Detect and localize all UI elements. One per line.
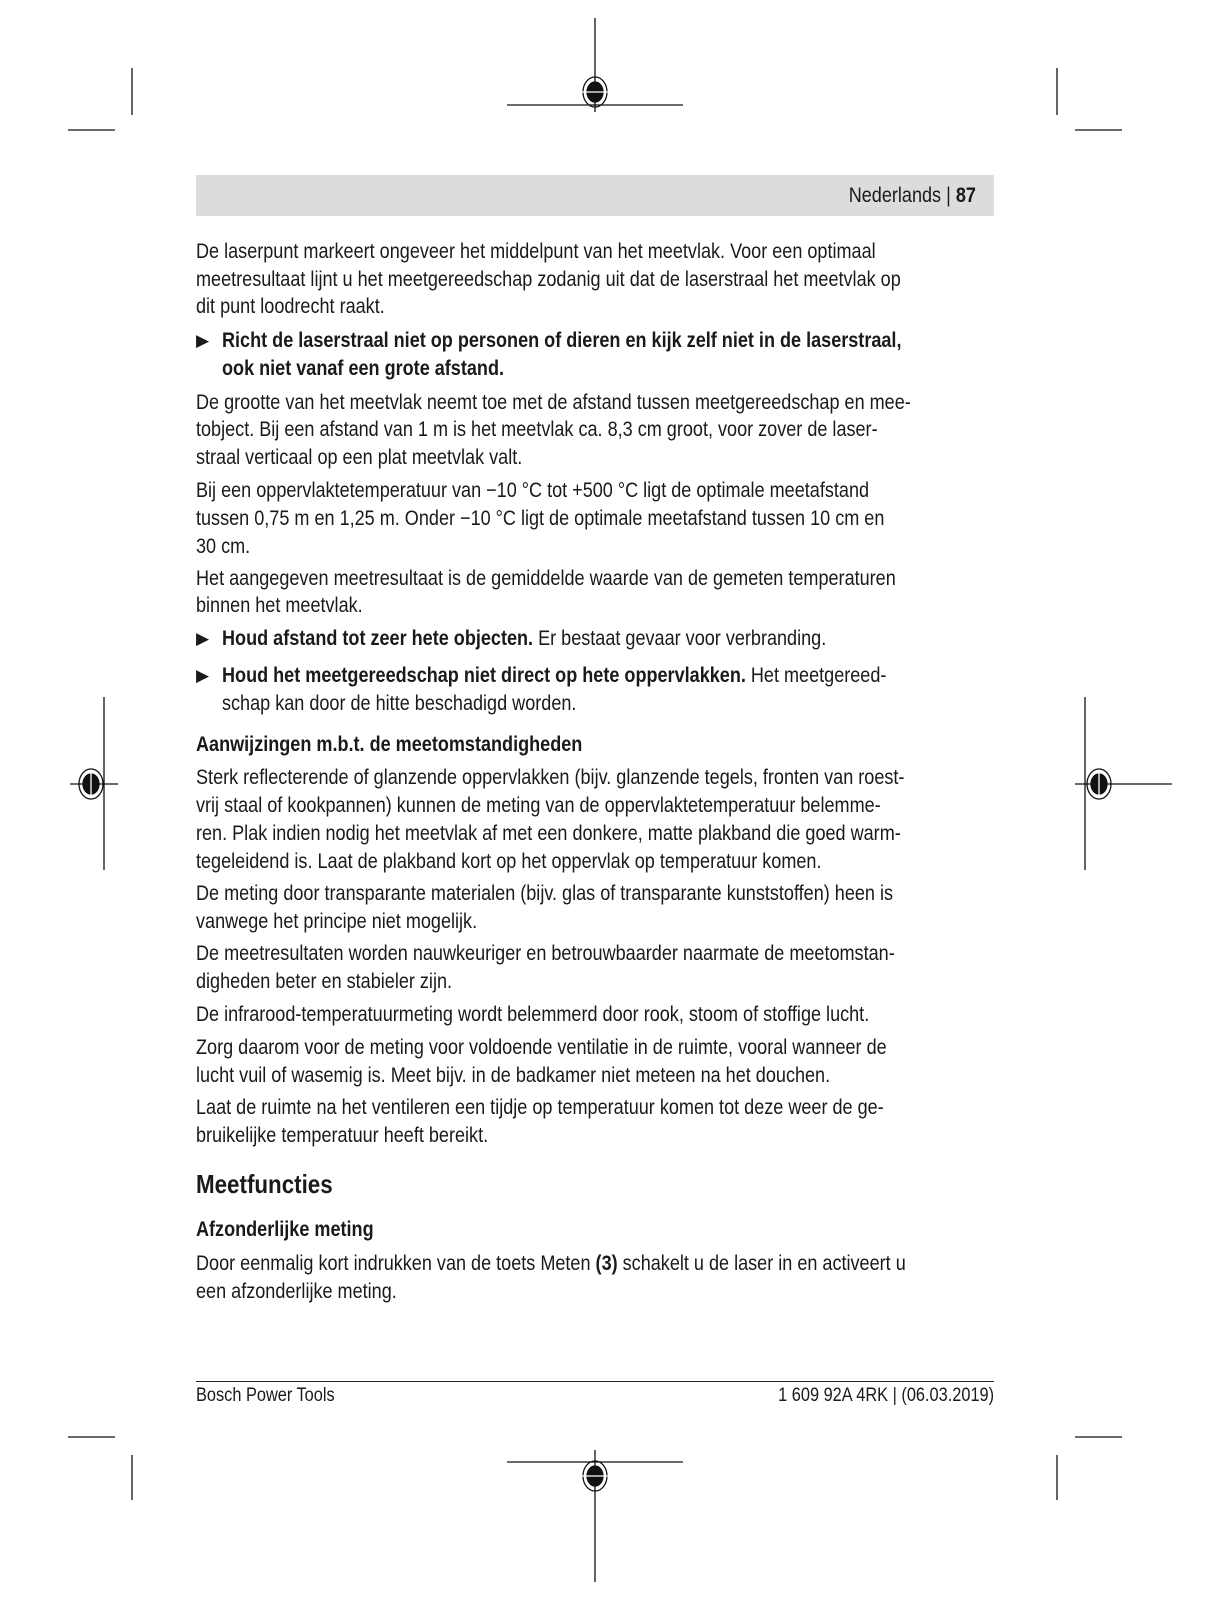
text: Door eenmalig kort indrukken van de toets Meten bbox=[196, 1252, 596, 1275]
paragraph-line bbox=[196, 1094, 884, 1122]
text: een afzonderlijke meting. bbox=[196, 1280, 397, 1303]
paragraph-line bbox=[196, 565, 896, 593]
footer-rule bbox=[196, 1381, 994, 1382]
text: Laat de ruimte na het ventileren een tijdje op temperatuur komen tot deze weer de ge- bbox=[196, 1096, 884, 1119]
warning-line bbox=[222, 327, 901, 355]
text: tegeleidend is. Laat de plakband kort op het oppervlak op temperatuur komen. bbox=[196, 850, 822, 873]
bold-text: Meetfuncties bbox=[196, 1169, 333, 1199]
bold-text: Richt de laserstraal niet op personen of dieren en kijk zelf niet in de laserstraal, bbox=[222, 329, 902, 352]
text: Sterk reflecterende of glanzende oppervlakken (bijv. glanzende tegels, fronten van roest- bbox=[196, 766, 905, 789]
paragraph-line bbox=[196, 1001, 869, 1029]
warning-line bbox=[222, 355, 504, 383]
text: tussen 0,75 m en 1,25 m. Onder −10 °C ligt de optimale meetafstand tussen 10 cm en bbox=[196, 507, 885, 530]
bold-text: Houd het meetgereedschap niet direct op hete oppervlakken. bbox=[222, 664, 746, 687]
paragraph-line bbox=[196, 389, 911, 417]
paragraph-line bbox=[196, 968, 452, 996]
bold-text: ook niet vanaf een grote afstand. bbox=[222, 357, 504, 380]
bold-text: (3) bbox=[595, 1252, 618, 1275]
text: De meting door transparante materialen (bijv. glas of transparante kunststoffen) heen is bbox=[196, 882, 894, 905]
text: straal verticaal op een plat meetvlak valt. bbox=[196, 446, 523, 469]
paragraph-line bbox=[196, 820, 901, 848]
paragraph-line bbox=[196, 1278, 397, 1306]
text: 30 cm. bbox=[196, 535, 251, 558]
paragraph-line bbox=[196, 764, 904, 792]
paragraph-line bbox=[196, 1250, 906, 1278]
paragraph-line bbox=[196, 940, 895, 968]
header-language: Nederlands bbox=[848, 184, 942, 207]
bold-text: Houd afstand tot zeer hete objecten. bbox=[222, 627, 534, 650]
page-number: 87 bbox=[955, 184, 976, 207]
bullet-triangle-icon: ▶ bbox=[196, 331, 210, 350]
text: bruikelijke temperatuur heeft bereikt. bbox=[196, 1124, 489, 1147]
bullet-triangle-icon: ▶ bbox=[196, 629, 210, 648]
text: De meetresultaten worden nauwkeuriger en betrouwbaarder naarmate de meetomstan- bbox=[196, 942, 895, 965]
registration-mark-left bbox=[70, 697, 118, 870]
text: meetresultaat lijnt u het meetgereedschap zodanig uit dat de laserstraal het meetvlak op bbox=[196, 268, 901, 291]
text: dit punt loodrecht raakt. bbox=[196, 295, 385, 318]
text: Bij een oppervlaktetemperatuur van −10 °C tot +500 °C ligt de optimale meetafstand bbox=[196, 479, 870, 502]
text: Het aangegeven meetresultaat is de gemiddelde waarde van de gemeten temperaturen bbox=[196, 567, 896, 590]
paragraph-line bbox=[196, 533, 250, 561]
paragraph-line bbox=[196, 266, 901, 294]
text: vanwege het principe niet mogelijk. bbox=[196, 910, 478, 933]
bold-text: Afzonderlijke meting bbox=[196, 1218, 374, 1241]
paragraph-line bbox=[196, 880, 893, 908]
paragraph-line bbox=[196, 1062, 830, 1090]
text: Er bestaat gevaar voor verbranding. bbox=[533, 627, 827, 650]
bold-text: Aanwijzingen m.b.t. de meetomstandigheden bbox=[196, 733, 583, 756]
paragraph-line bbox=[196, 592, 363, 620]
text: vrij staal of kookpannen) kunnen de meting van de oppervlaktetemperatuur belemme- bbox=[196, 794, 881, 817]
paragraph-line bbox=[196, 238, 876, 266]
text: De laserpunt markeert ongeveer het middelpunt van het meetvlak. Voor een optimaal bbox=[196, 240, 876, 263]
bullet-triangle-icon: ▶ bbox=[196, 666, 210, 685]
footer-doc-number: 1 609 92A 4RK | (06.03.2019) bbox=[778, 1385, 994, 1406]
registration-mark-right bbox=[1075, 697, 1172, 870]
text: Zorg daarom voor de meting voor voldoende ventilatie in de ruimte, vooral wanneer de bbox=[196, 1036, 887, 1059]
warning-line bbox=[222, 690, 576, 718]
page-header-bar bbox=[196, 175, 994, 216]
paragraph-line bbox=[196, 908, 477, 936]
text: ren. Plak indien nodig het meetvlak af met een donkere, matte plakband die goed warm- bbox=[196, 822, 901, 845]
paragraph-line bbox=[196, 444, 522, 472]
text: binnen het meetvlak. bbox=[196, 594, 363, 617]
warning-line bbox=[222, 625, 826, 653]
paragraph-line bbox=[196, 1034, 887, 1062]
paragraph-line bbox=[196, 477, 869, 505]
page-header bbox=[849, 184, 976, 208]
paragraph-line bbox=[196, 416, 878, 444]
text: digheden beter en stabieler zijn. bbox=[196, 970, 453, 993]
paragraph-line bbox=[196, 1122, 488, 1150]
text: De grootte van het meetvlak neemt toe met de afstand tussen meetgereedschap en mee- bbox=[196, 391, 911, 414]
text: De infrarood-temperatuurmeting wordt belemmerd door rook, stoom of stoffige lucht. bbox=[196, 1003, 870, 1026]
paragraph-line bbox=[196, 293, 385, 321]
text: schap kan door de hitte beschadigd worden. bbox=[222, 692, 577, 715]
text: schakelt u de laser in en activeert u bbox=[617, 1252, 906, 1275]
paragraph-line bbox=[196, 505, 884, 533]
section-heading bbox=[196, 1216, 374, 1244]
footer-brand: Bosch Power Tools bbox=[196, 1385, 335, 1406]
header-separator: | bbox=[946, 184, 951, 207]
registration-mark-top bbox=[507, 18, 683, 112]
paragraph-line bbox=[196, 848, 821, 876]
warning-line bbox=[222, 662, 886, 690]
text: Het meetgereed- bbox=[745, 664, 887, 687]
section-heading bbox=[196, 1170, 333, 1198]
text: lucht vuil of wasemig is. Meet bijv. in de badkamer niet meteen na het douchen. bbox=[196, 1064, 831, 1087]
paragraph-line bbox=[196, 792, 881, 820]
registration-mark-bottom bbox=[507, 1450, 683, 1582]
section-heading bbox=[196, 731, 582, 759]
text: tobject. Bij een afstand van 1 m is het meetvlak ca. 8,3 cm groot, voor zover de laser- bbox=[196, 418, 878, 441]
